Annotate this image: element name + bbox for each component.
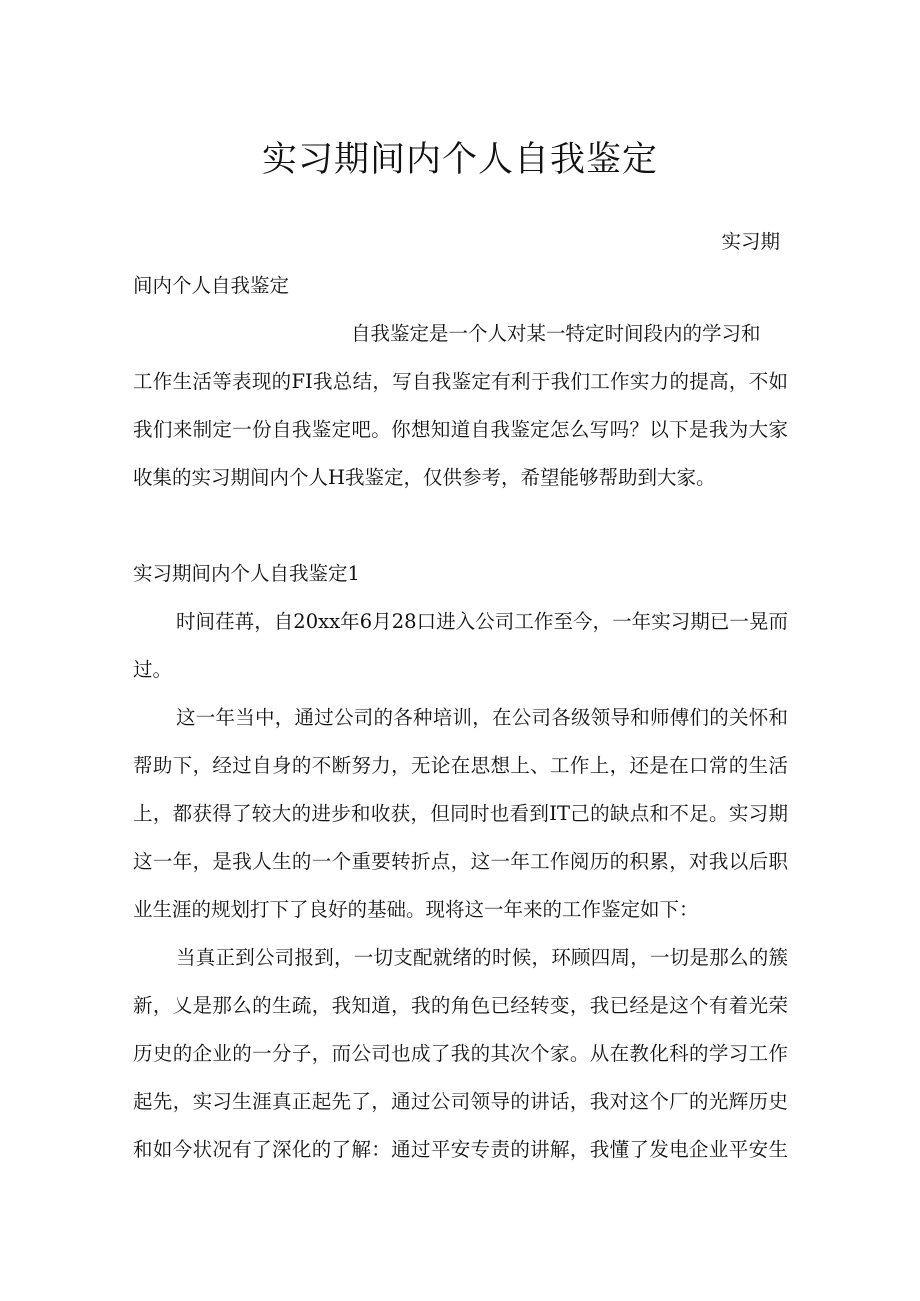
intro-line: 工作生活等表现的FI我总结，写自我鉴定有利于我们工作实力的提高，不如 [133,370,788,393]
body-line: 和如今状况有了深化的了解：通过平安专责的讲解，我懂了发电企业平安生 [133,1138,788,1161]
body-line: 新，乂是那么的生疏，我知道，我的角色已经转变，我已经是这个有着光荣 [133,994,788,1017]
body-line: 历史的企业的一分子，而公司也成了我的其次个家。从在教化科的学习工作 [133,1042,788,1065]
body-line: 这一年当中，通过公司的各种培训，在公司各级领导和师傅们的关怀和 [176,706,788,729]
body-line: 帮助下，经过自身的不断努力，无论在思想上、工作上，还是在口常的生活 [133,754,788,777]
body-line: 上，都获得了较大的进步和收获，但同时也看到IT己的缺点和不足。实习期 [133,802,788,825]
intro-line: 收集的实习期间内个人H我鉴定，仅供参考，希望能够帮助到大家。 [133,466,716,489]
body-line: 当真正到公司报到，一切支配就绪的时候，环顾四周，一切是那么的簇 [176,946,788,969]
header-split-line-2: 间内个人自我鉴定 [133,274,290,297]
section-heading: 实习期间内个人自我鉴定1 [133,562,360,585]
body-line: 起先，实习生涯真正起先了，通过公司领导的讲话，我对这个厂的光辉历史 [133,1090,788,1113]
body-line: 业生涯的规划打下了良好的基础。现将这一年来的工作鉴定如下： [133,898,699,921]
intro-line: 自我鉴定是一个人对某一特定时间段内的学习和 [351,322,761,345]
body-line: 这一年，是我人生的一个重要转折点，这一年工作阅历的积累，对我以后职 [133,850,788,873]
document-title: 实习期间内个人自我鉴定 [261,140,658,180]
body-line: 过。 [133,658,173,681]
header-split-line-1: 实习期 [721,230,780,253]
body-line: 时间荏苒，自20xx年6月28口进入公司工作至今，一年实习期已一晃而 [176,610,788,633]
intro-line: 我们来制定一份自我鉴定吧。你想知道自我鉴定怎么写吗？以下是我为大家 [133,418,788,441]
